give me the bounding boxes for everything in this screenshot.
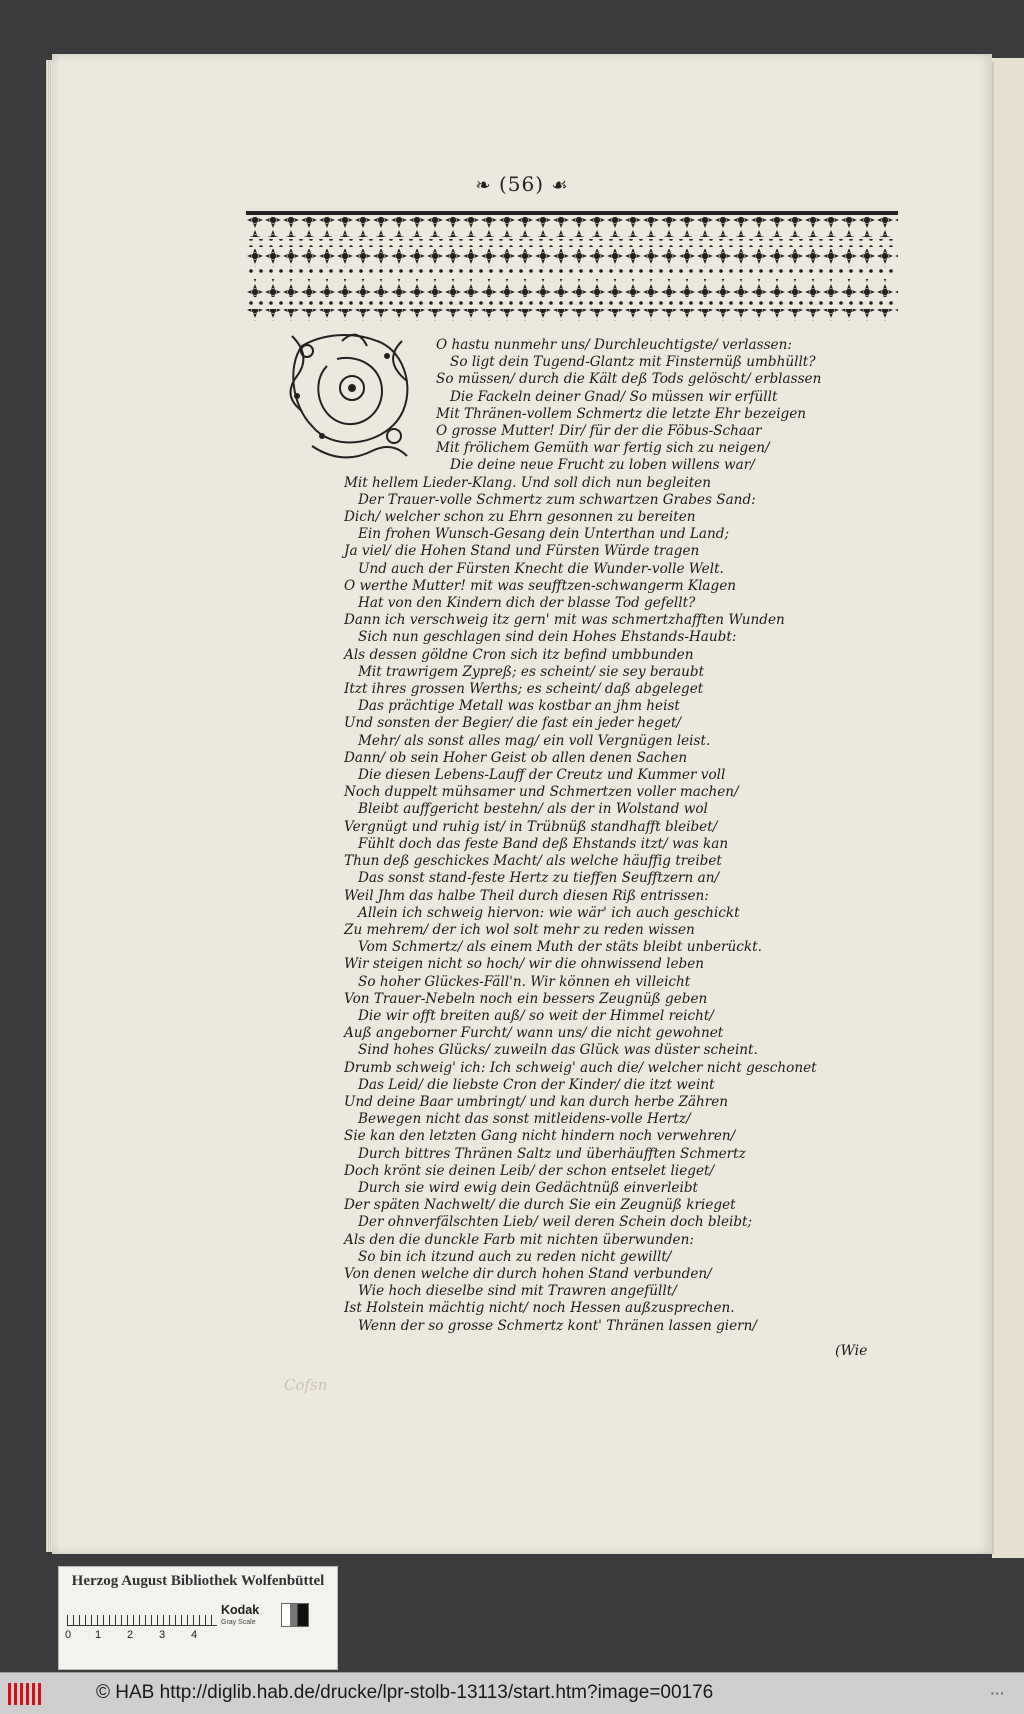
poem-line: Durch bittres Thränen Saltz und überhäufften Schmertz bbox=[358, 1145, 746, 1162]
ruler-number: 0 bbox=[65, 1629, 72, 1641]
poem-line: Und sonsten der Begier/ die fast ein jeder heget/ bbox=[344, 715, 681, 732]
footer-mark: ▪▪▪ bbox=[990, 1690, 1005, 1699]
page-number: (56) bbox=[498, 172, 544, 196]
ornamental-headpiece-icon bbox=[246, 211, 898, 323]
poem-line: Die deine neue Frucht zu loben willens war/ bbox=[450, 457, 755, 474]
poem-line: Der Trauer-volle Schmertz zum schwartzen Grabes Sand: bbox=[358, 491, 756, 508]
poem-line: Sind hohes Glücks/ zuweiln das Glück was düster scheint. bbox=[358, 1042, 758, 1059]
hab-logo-icon bbox=[8, 1683, 44, 1705]
poem-line: Mit trawrigem Zypreß; es scheint/ sie sey beraubt bbox=[358, 663, 705, 680]
poem-line: Von Trauer-Nebeln noch ein bessers Zeugnüß geben bbox=[344, 990, 708, 1007]
poem-line: Und auch der Fürsten Knecht die Wunder-volle Welt. bbox=[358, 560, 724, 577]
poem-line: Wie hoch dieselbe sind mit Trawren angefüllt/ bbox=[358, 1283, 677, 1300]
poem-line: Vergnügt und ruhig ist/ in Trübnüß standhafft bleibet/ bbox=[344, 818, 718, 835]
gray-scale-label: Gray Scale bbox=[221, 1619, 256, 1626]
poem-line: O werthe Mutter! mit was seufftzen-schwangerm Klagen bbox=[344, 577, 737, 594]
poem-line: Die Fackeln deiner Gnad/ So müssen wir erfüllt bbox=[450, 388, 778, 405]
poem-line: Das prächtige Metall was kostbar an jhm heist bbox=[358, 698, 680, 715]
gray-swatch-icon bbox=[281, 1603, 309, 1627]
poem-line: O grosse Mutter! Dir/ für der die Föbus-Schaar bbox=[436, 423, 762, 440]
poem-line: Itzt ihres grossen Werths; es scheint/ daß abgeleget bbox=[344, 681, 704, 698]
poem-line: Dann/ ob sein Hoher Geist ob allen denen Sachen bbox=[344, 749, 688, 766]
poem-line: Zu mehrem/ der ich wol solt mehr zu reden wissen bbox=[344, 921, 695, 938]
poem-line: Das Leid/ die liebste Cron der Kinder/ die itzt weint bbox=[358, 1076, 715, 1093]
poem-line: Noch duppelt mühsamer und Schmertzen voller machen/ bbox=[344, 784, 739, 801]
ruler-number: 4 bbox=[191, 1629, 198, 1641]
poem-line: Dich/ welcher schon zu Ehrn gesonnen zu bereiten bbox=[344, 509, 696, 526]
poem-line: So bin ich itzund auch zu reden nicht gewillt/ bbox=[358, 1248, 672, 1265]
poem-line: Drumb schweig' ich: Ich schweig' auch die/ welcher nicht geschonet bbox=[344, 1059, 817, 1076]
poem-line: Ein frohen Wunsch-Gesang dein Unterthan und Land; bbox=[358, 526, 730, 543]
poem-line: Der späten Nachwelt/ die durch Sie ein Zeugnüß krieget bbox=[344, 1197, 736, 1214]
poem-line: Bewegen nicht das sonst mitleidens-volle Hertz/ bbox=[358, 1111, 691, 1128]
poem-line: Die wir offt breiten auß/ so weit der Himmel reicht/ bbox=[358, 1007, 714, 1024]
footer-url[interactable]: © HAB http://diglib.hab.de/drucke/lpr-stolb-13113/start.htm?image=00176 bbox=[96, 1682, 714, 1703]
poem-line: Allein ich schweig hiervon: wie wär' ich auch geschickt bbox=[358, 904, 740, 921]
poem-line: Sich nun geschlagen sind dein Hohes Ehstands-Haubt: bbox=[358, 629, 737, 646]
poem-line: Auß angeborner Furcht/ wann uns/ die nicht gewohnet bbox=[344, 1025, 724, 1042]
poem-line: Mit hellem Lieder-Klang. Und soll dich nun begleiten bbox=[344, 474, 711, 491]
kodak-label: Kodak bbox=[221, 1603, 260, 1617]
poem-line: Vom Schmertz/ als einem Muth der stäts bleibt unberückt. bbox=[358, 939, 762, 956]
poem-line: Ist Holstein mächtig nicht/ noch Hessen außzusprechen. bbox=[344, 1300, 735, 1317]
poem-line: O hastu nunmehr uns/ Durchleuchtigste/ verlassen: bbox=[436, 337, 792, 353]
poem-line: Und deine Baar umbringt/ und kan durch herbe Zähren bbox=[344, 1093, 729, 1110]
poem-line: Fühlt doch das feste Band deß Ehstands itzt/ was kan bbox=[358, 835, 729, 852]
facing-page-edge bbox=[992, 58, 1024, 1558]
poem-line: So müssen/ durch die Kält deß Tods gelöscht/ erblassen bbox=[436, 371, 822, 388]
ruler-number: 2 bbox=[127, 1629, 134, 1641]
header-ornament-left-icon: ❧ bbox=[475, 175, 492, 196]
poem-line: Der ohnverfälschten Lieb/ weil deren Schein doch bleibt; bbox=[358, 1214, 753, 1231]
poem-line: Mehr/ als sonst alles mag/ ein voll Vergnügen leist. bbox=[358, 732, 711, 749]
poem-line: Doch krönt sie deinen Leib/ der schon entselet lieget/ bbox=[344, 1162, 715, 1179]
poem-text bbox=[344, 337, 944, 1335]
poem-line: Durch sie wird ewig dein Gedächtnüß einverleibt bbox=[358, 1179, 698, 1196]
poem-line: Ja viel/ die Hohen Stand und Fürsten Würde tragen bbox=[344, 543, 700, 560]
poem-line: Wir steigen nicht so hoch/ wir die ohnwissend leben bbox=[344, 956, 705, 973]
ruler-scale bbox=[67, 1603, 217, 1626]
institution-label: Herzog August Bibliothek Wolfenbüttel bbox=[71, 1573, 325, 1589]
poem-line: Wenn der so grosse Schmertz kont' Thränen lassen giern/ bbox=[358, 1317, 757, 1334]
poem-line: Als dessen göldne Cron sich itz befind umbbunden bbox=[344, 646, 694, 663]
poem-line: Von denen welche dir durch hohen Stand verbunden/ bbox=[344, 1265, 712, 1282]
poem-line: Sie kan den letzten Gang nicht hindern noch verwehren/ bbox=[344, 1128, 736, 1145]
page-header bbox=[52, 172, 992, 196]
ruler-number: 1 bbox=[95, 1629, 102, 1641]
poem-line: Weil Jhm das halbe Theil durch diesen Riß entrissen: bbox=[344, 887, 709, 904]
poem-line: So ligt dein Tugend-Glantz mit Finsternüß umbhüllt? bbox=[450, 354, 816, 371]
ruler-number: 3 bbox=[159, 1629, 166, 1641]
poem-line: Hat von den Kindern dich der blasse Tod gefellt? bbox=[358, 595, 696, 612]
poem-line: Thun deß geschickes Macht/ als welche häuffig treibet bbox=[344, 853, 722, 870]
poem-line: Mit Thränen-vollem Schmertz die letzte Ehr bezeigen bbox=[436, 405, 807, 422]
poem-line: Dann ich verschweig itz gern' mit was schmertzhafften Wunden bbox=[344, 612, 785, 629]
header-ornament-right-icon: ☙ bbox=[551, 175, 569, 196]
footer-bar bbox=[0, 1672, 1024, 1714]
poem-line: Als den die dunckle Farb mit nichten überwunden: bbox=[344, 1231, 694, 1248]
bleed-through-text: Cofsn bbox=[284, 1376, 328, 1394]
poem-line: Die diesen Lebens-Lauff der Creutz und Kummer voll bbox=[358, 767, 726, 784]
color-calibration-bar bbox=[58, 1566, 338, 1670]
poem-line: Das sonst stand-feste Hertz zu tieffen Seufftzern an/ bbox=[358, 870, 720, 887]
poem-line: Mit frölichem Gemüth war fertig sich zu neigen/ bbox=[436, 440, 770, 457]
poem-line: Bleibt auffgericht bestehn/ als der in Wolstand wol bbox=[358, 801, 708, 818]
poem-line: So hoher Glückes-Fäll'n. Wir können eh villeicht bbox=[358, 973, 691, 990]
catchword: (Wie bbox=[835, 1343, 868, 1359]
